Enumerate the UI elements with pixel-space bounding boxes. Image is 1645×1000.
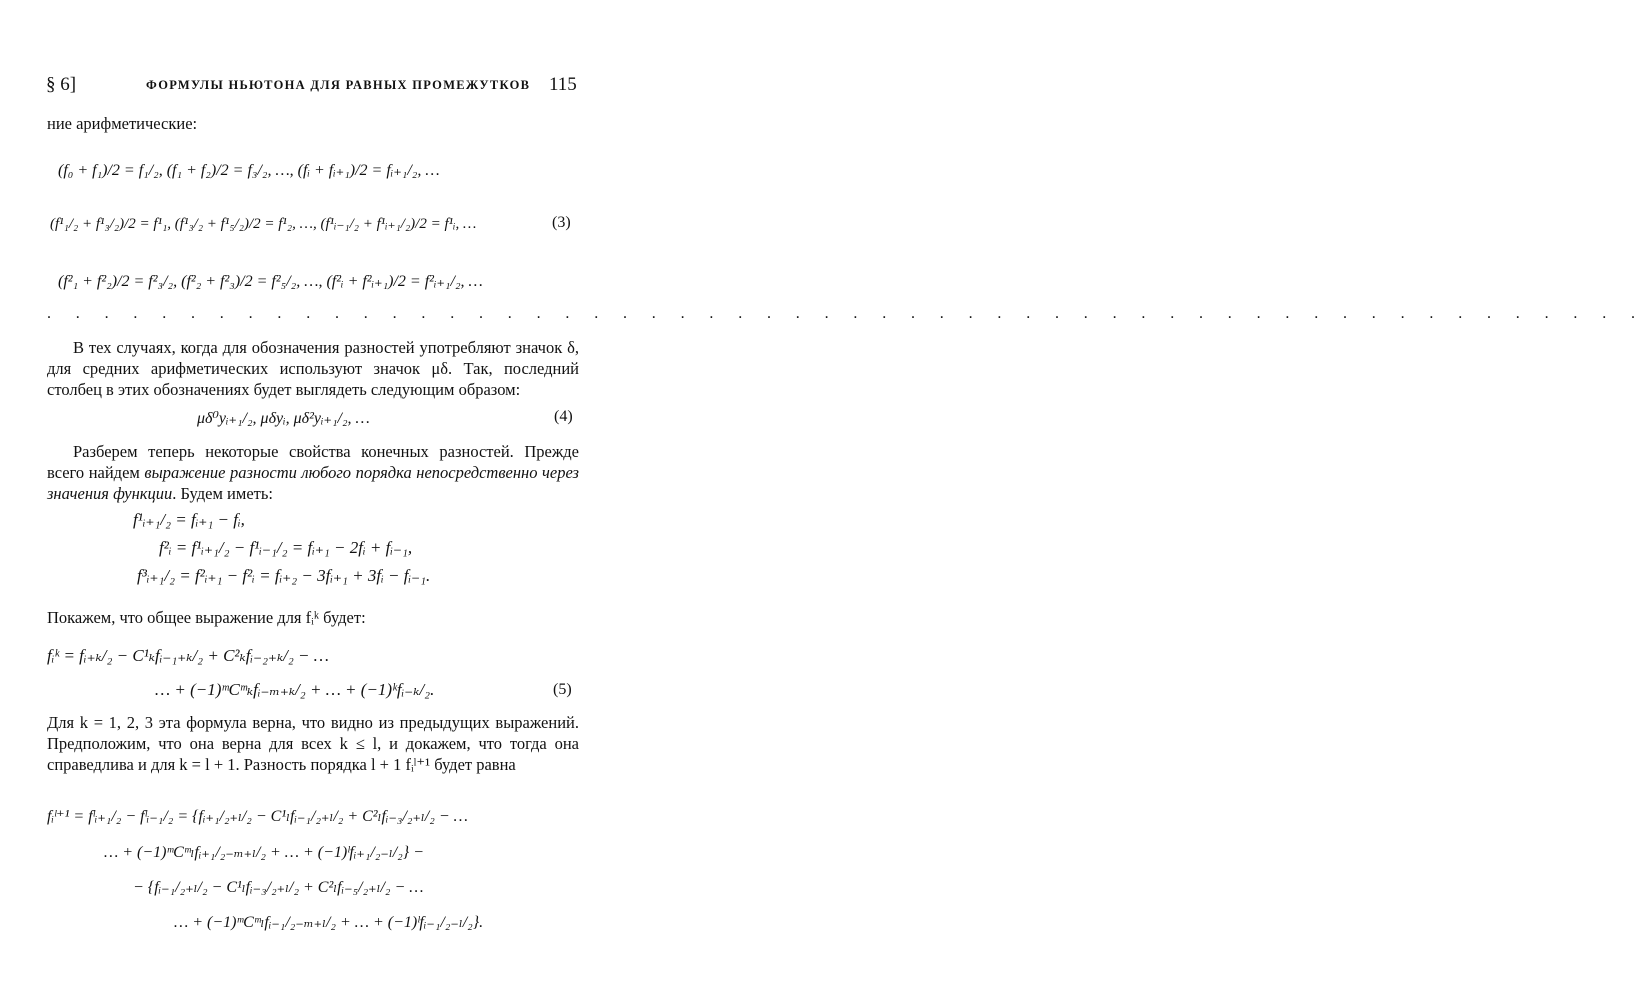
paragraph-induction — [47, 712, 579, 775]
paragraph-notation-text: В тех случаях, когда для обозначения разностей употребляют значок δ, для средних арифметических используют значок μδ. Так, последний столбец в этих обозначениях будет выглядеть следующим образом: — [47, 338, 579, 399]
final-line-1: fᵢˡ⁺¹ = fˡᵢ₊₁/₂ − fˡᵢ₋₁/₂ = {fᵢ₊₁/₂₊ₗ/₂ − C¹ₗfᵢ₋₁/₂₊ₗ/₂ + C²ₗfᵢ₋₃/₂₊ₗ/₂ − … — [47, 808, 468, 825]
final-line-2: … + (−1)ᵐCᵐₗfᵢ₊₁/₂₋ₘ₊ₗ/₂ + … + (−1)ˡfᵢ₊₁/₂₋ₗ/₂} − — [104, 844, 424, 861]
equation-5-line-2: … + (−1)ᵐCᵐₖfᵢ₋ₘ₊ₖ/₂ + … + (−1)ᵏfᵢ₋ₖ/₂. — [155, 680, 435, 699]
equation-4: μδ⁰yᵢ₊₁/₂, μδyᵢ, μδ²yᵢ₊₁/₂, … — [197, 410, 370, 427]
table-row-1: (f₀ + f₁)/2 = f₁/₂, (f₁ + f₂)/2 = f₃/₂, …, (fᵢ + fᵢ₊₁)/2 = fᵢ₊₁/₂, … — [58, 162, 440, 179]
paragraph-differences-end: . Будем иметь: — [172, 484, 273, 503]
paragraph-general — [47, 607, 579, 628]
equation-4-label: (4) — [554, 408, 573, 425]
running-title: ФОРМУЛЫ НЬЮТОНА ДЛЯ РАВНЫХ ПРОМЕЖУТКОВ — [146, 78, 531, 92]
paragraph-differences — [47, 441, 579, 504]
difference-line-2: f²ᵢ = f¹ᵢ₊₁/₂ − f¹ᵢ₋₁/₂ = fᵢ₊₁ − 2fᵢ + fᵢ₋₁, — [159, 538, 413, 557]
difference-line-3: f³ᵢ₊₁/₂ = f²ᵢ₊₁ − f²ᵢ = fᵢ₊₂ − 3fᵢ₊₁ + 3fᵢ − fᵢ₋₁. — [137, 566, 431, 585]
table-row-3: (f²₁ + f²₂)/2 = f²₃/₂, (f²₂ + f²₃)/2 = f²₅/₂, …, (f²ᵢ + f²ᵢ₊₁)/2 = f²ᵢ₊₁/₂, … — [58, 273, 483, 290]
final-line-4: … + (−1)ᵐCᵐₗfᵢ₋₁/₂₋ₘ₊ₗ/₂ + … + (−1)ˡfᵢ₋₁/₂₋ₗ/₂}. — [174, 914, 484, 931]
table-row-2: (f¹₁/₂ + f¹₃/₂)/2 = f¹₁, (f¹₃/₂ + f¹₅/₂)/2 = f¹₂, …, (f¹ᵢ₋₁/₂ + f¹ᵢ₊₁/₂)/2 = f¹ᵢ, … — [50, 216, 477, 232]
equation-5-line-1: fᵢᵏ = fᵢ₊ₖ/₂ − C¹ₖfᵢ₋₁₊ₖ/₂ + C²ₖfᵢ₋₂₊ₖ/₂ − … — [47, 646, 329, 665]
difference-line-1: f¹ᵢ₊₁/₂ = fᵢ₊₁ − fᵢ, — [133, 510, 245, 529]
section-marker: § 6] — [46, 74, 77, 95]
paragraph-induction-text: Для k = 1, 2, 3 эта формула верна, что видно из предыдущих выражений. Предположим, что она верна для всех k ≤ l, и докажем, что тогда она справедлива и для k = l + 1. Разность порядка l + 1 fᵢˡ⁺¹ будет равна — [47, 713, 579, 774]
page-number: 115 — [549, 74, 577, 95]
paragraph-notation — [47, 337, 579, 400]
dotted-separator: . . . . . . . . . . . . . . . . . . . . . . . . . . . . . . . . . . . . . . . . . . . . . . . . . . . . . . . . — [47, 305, 1645, 322]
intro-fragment: ние арифметические: — [47, 114, 198, 133]
final-line-3: − {fᵢ₋₁/₂₊ₗ/₂ − C¹ₗfᵢ₋₃/₂₊ₗ/₂ + C²ₗfᵢ₋₅/₂₊ₗ/₂ − … — [133, 879, 424, 896]
equation-3-label: (3) — [552, 214, 571, 231]
paragraph-general-text: Покажем, что общее выражение для fᵢᵏ будет: — [47, 608, 366, 627]
equation-5-label: (5) — [553, 681, 572, 698]
paragraph-differences-start: Разберем теперь некоторые свойства конечных разностей. Прежде всего найдем — [47, 442, 579, 482]
paragraph-differences-italic: выражение разности любого порядка непосредственно через значения функции — [47, 463, 579, 503]
